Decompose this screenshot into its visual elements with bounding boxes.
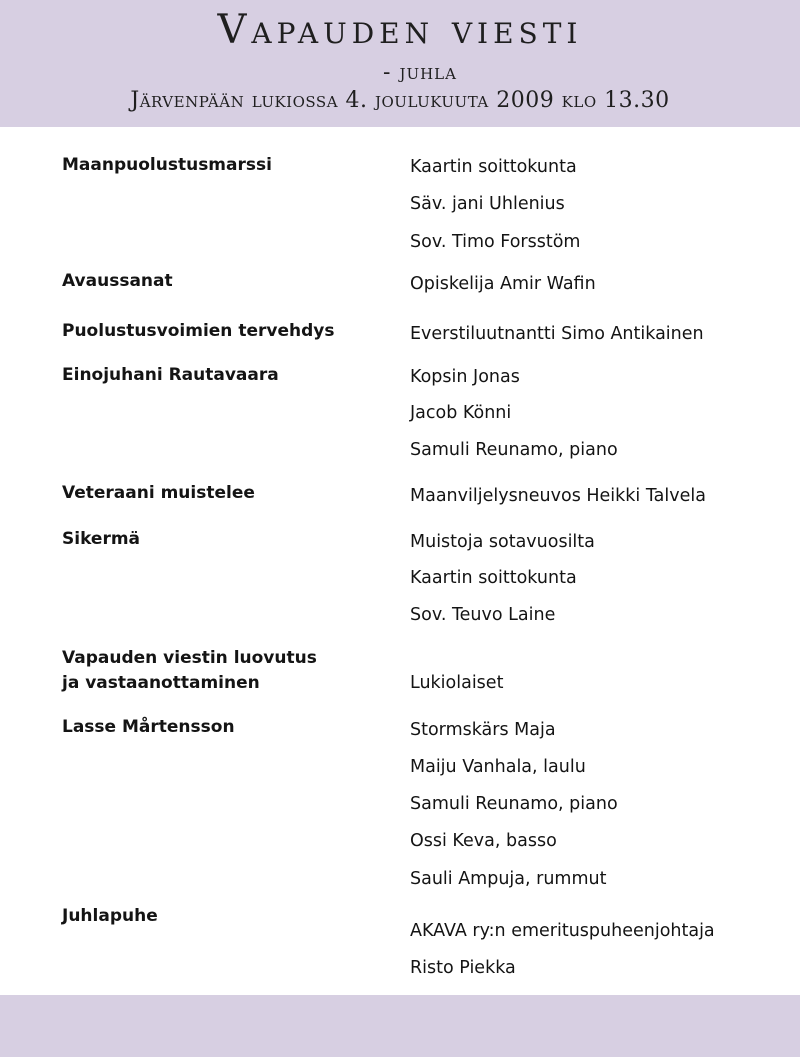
event-subtitle: - juhla — [383, 60, 457, 85]
program-performer: Samuli Reunamo, piano — [410, 794, 618, 814]
program-performer: Kopsin Jonas — [410, 367, 520, 387]
program-item-title: Juhlapuhe — [62, 906, 158, 926]
program-performer: Sov. Timo Forsstöm — [410, 232, 581, 252]
program-performer: Ossi Keva, basso — [410, 831, 557, 851]
program-performer: Stormskärs Maja — [410, 720, 556, 740]
program-performer: AKAVA ry:n emerituspuheenjohtaja — [410, 921, 715, 941]
program-performer: Kaartin soittokunta — [410, 157, 577, 177]
program-performer: Säv. jani Uhlenius — [410, 194, 565, 214]
program-performer: Everstiluutnantti Simo Antikainen — [410, 324, 704, 344]
program-item-title: Avaussanat — [62, 271, 173, 291]
program-performer: Lukiolaiset — [410, 673, 504, 693]
program-item-title: Puolustusvoimien tervehdys — [62, 321, 335, 341]
program-item-title: Veteraani muistelee — [62, 483, 255, 503]
program-performer: Maanviljelysneuvos Heikki Talvela — [410, 486, 706, 506]
footer-band — [0, 995, 800, 1057]
program-performer: Jacob Könni — [410, 403, 512, 423]
event-title: Vapauden viesti — [217, 7, 583, 53]
program-performer: Risto Piekka — [410, 958, 516, 978]
program-item-title-line: ja vastaanottaminen — [62, 673, 260, 693]
program-performer: Sov. Teuvo Laine — [410, 605, 556, 625]
program-performer: Kaartin soittokunta — [410, 568, 577, 588]
program-item-title: Sikermä — [62, 529, 141, 549]
program-performer: Opiskelija Amir Wafin — [410, 274, 596, 294]
program-item-title-line: Vapauden viestin luovutus — [62, 648, 317, 668]
program-performer: Muistoja sotavuosilta — [410, 532, 595, 552]
program-performer: Sauli Ampuja, rummut — [410, 869, 607, 889]
program-performer: Maiju Vanhala, laulu — [410, 757, 586, 777]
program-item-title: Maanpuolustusmarssi — [62, 155, 272, 175]
program-item-title: Einojuhani Rautavaara — [62, 365, 279, 385]
event-venue-datetime: Järvenpään lukiossa 4. joulukuuta 2009 klo 13.30 — [130, 88, 670, 113]
program-performer: Samuli Reunamo, piano — [410, 440, 618, 460]
program-item-title: Lasse Mårtensson — [62, 717, 235, 737]
